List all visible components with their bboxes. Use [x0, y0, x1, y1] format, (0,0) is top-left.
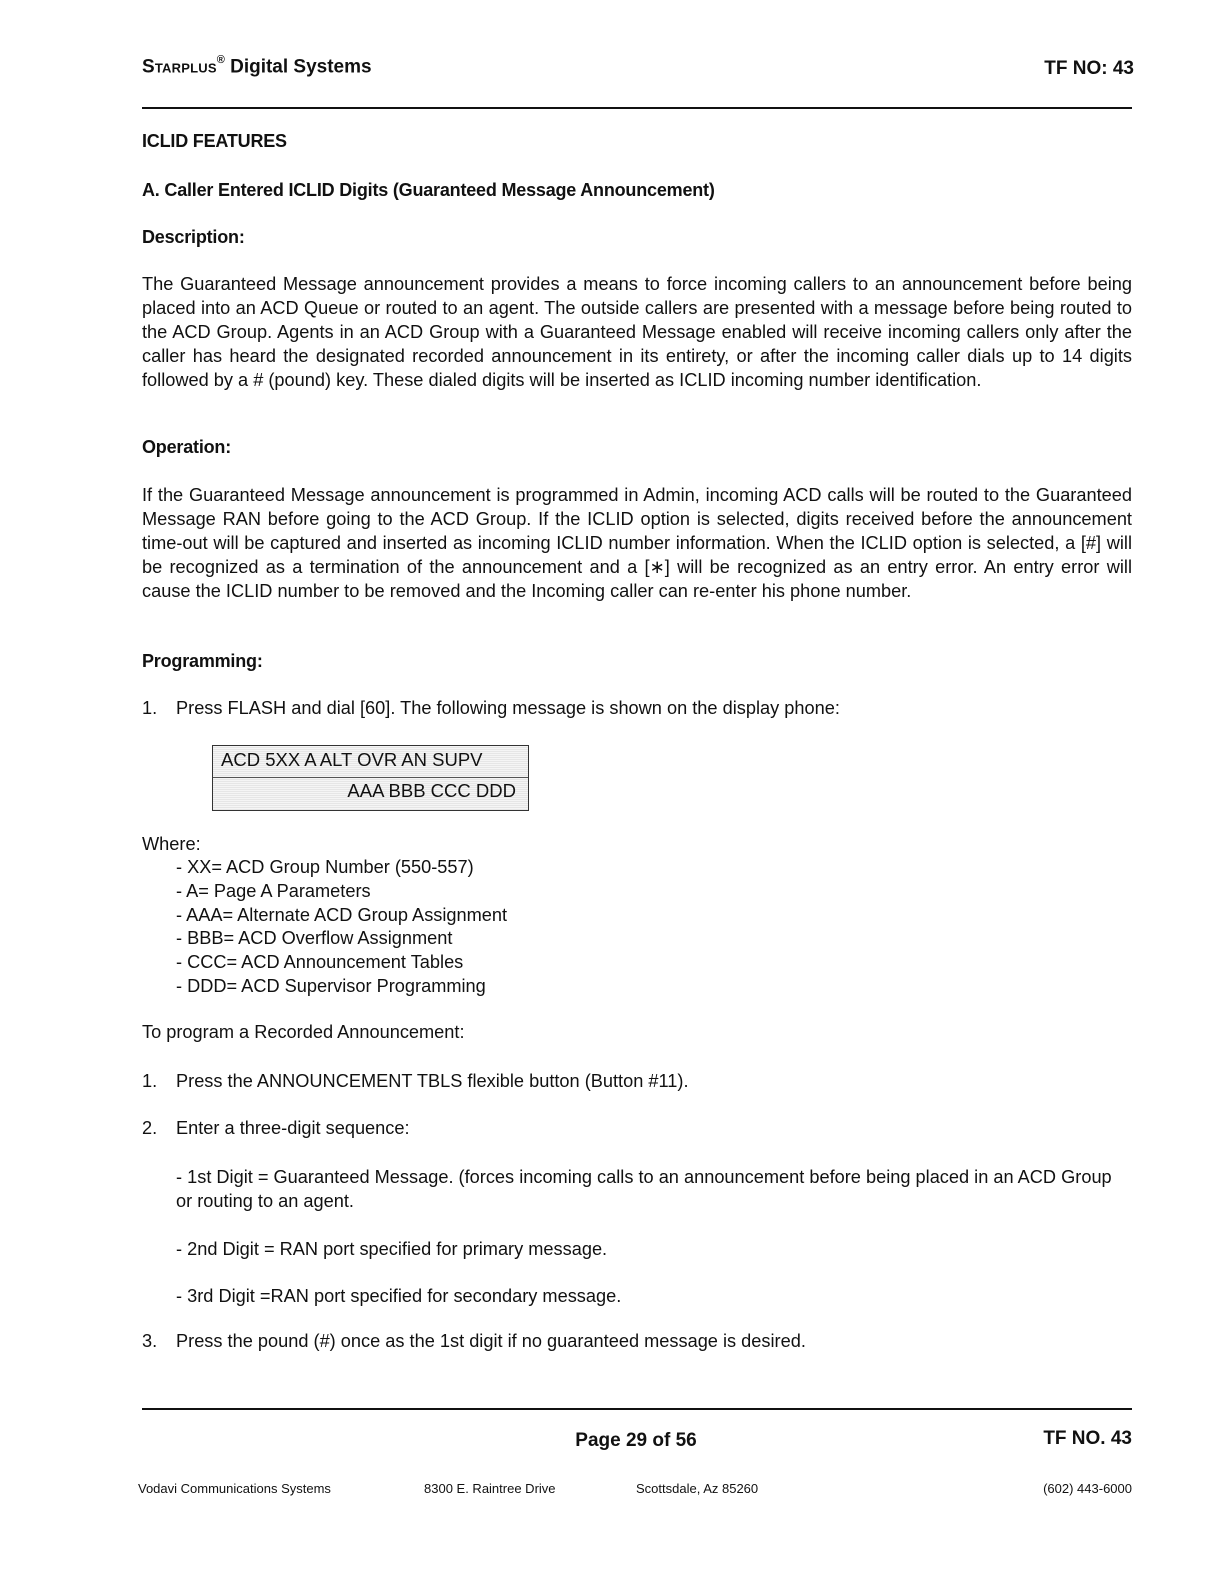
operation-text: If the Guaranteed Message announcement is programmed in Admin, incoming ACD calls will be routed to the Guaranteed Message RAN before going to the ACD Group. If the ICLID option is selected, digits received before the announcement time-out will be captured and inserted as incoming ICLID number information. When the ICLID option is selected, a [#] will be recognized as a termination of the announcement and a [∗] will be recognized as an entry error. An entry error will cause the ICLID number to be removed and the Incoming caller can re-enter his phone number.	[142, 485, 1132, 601]
section-title: ICLID FEATURES	[142, 131, 287, 151]
footer-company: Vodavi Communications Systems	[138, 1481, 331, 1496]
display-line-1: ACD 5XX A ALT OVR AN SUPV	[221, 749, 483, 770]
digit-description: - 2nd Digit = RAN port specified for primary message.	[176, 1239, 608, 1259]
display-divider	[213, 777, 528, 778]
description-heading: Description:	[142, 227, 245, 247]
ran-intro: To program a Recorded Announcement:	[142, 1022, 465, 1042]
where-item: - BBB= ACD Overflow Assignment	[176, 928, 453, 948]
footer-city: Scottsdale, Az 85260	[636, 1481, 759, 1496]
step-number: 1.	[142, 698, 158, 718]
programming-heading: Programming:	[142, 651, 263, 671]
step-text: Press FLASH and dial [60]. The following message is shown on the display phone:	[176, 698, 840, 718]
step-text: Press the ANNOUNCEMENT TBLS flexible button (Button #11).	[176, 1071, 689, 1091]
where-item: - A= Page A Parameters	[176, 881, 371, 901]
step-text: Press the pound (#) once as the 1st digit if no guaranteed message is desired.	[176, 1331, 806, 1351]
operation-heading: Operation:	[142, 437, 232, 457]
header-tf-number: TF NO: 43	[1044, 58, 1134, 79]
digit-description: - 1st Digit = Guaranteed Message. (forces incoming calls to an announcement before being placed in an ACD Group or routing to an agent.	[176, 1167, 1112, 1211]
brand-name: Starplus	[142, 56, 217, 78]
digit-description: - 3rd Digit =RAN port specified for secondary message.	[176, 1286, 622, 1306]
footer-phone: (602) 443-6000	[1043, 1481, 1132, 1496]
display-phone-screen	[212, 745, 529, 811]
registered-mark: ®	[216, 54, 225, 66]
where-item: - XX= ACD Group Number (550-557)	[176, 857, 474, 877]
page-number: Page 29 of 56	[575, 1430, 697, 1451]
where-label: Where:	[142, 834, 201, 854]
step-number: 1.	[142, 1071, 158, 1091]
brand-suffix: Digital Systems	[224, 56, 372, 78]
step-number: 3.	[142, 1331, 158, 1351]
where-item: - DDD= ACD Supervisor Programming	[176, 976, 486, 996]
where-item: - AAA= Alternate ACD Group Assignment	[176, 905, 508, 925]
header-divider	[142, 107, 1132, 109]
footer-street: 8300 E. Raintree Drive	[424, 1481, 556, 1496]
where-item: - CCC= ACD Announcement Tables	[176, 952, 464, 972]
footer-divider	[142, 1408, 1132, 1410]
step-text: Enter a three-digit sequence:	[176, 1118, 410, 1138]
footer-tf-number: TF NO. 43	[1043, 1428, 1132, 1449]
display-line-2: AAA BBB CCC DDD	[347, 780, 516, 801]
subsection-title: A. Caller Entered ICLID Digits (Guaranteed Message Announcement)	[142, 180, 715, 200]
description-text: The Guaranteed Message announcement provides a means to force incoming callers to an announcement before being placed into an ACD Queue or routed to an agent. The outside callers are presented with a message before being routed to the ACD Group. Agents in an ACD Group with a Guaranteed Message enabled will receive incoming callers only after the caller has heard the designated recorded announcement in its entirety, or after the incoming caller dials up to 14 digits followed by a # (pound) key. These dialed digits will be inserted as ICLID incoming number identification.	[142, 274, 1132, 390]
header-brand	[142, 56, 372, 78]
step-number: 2.	[142, 1118, 158, 1138]
